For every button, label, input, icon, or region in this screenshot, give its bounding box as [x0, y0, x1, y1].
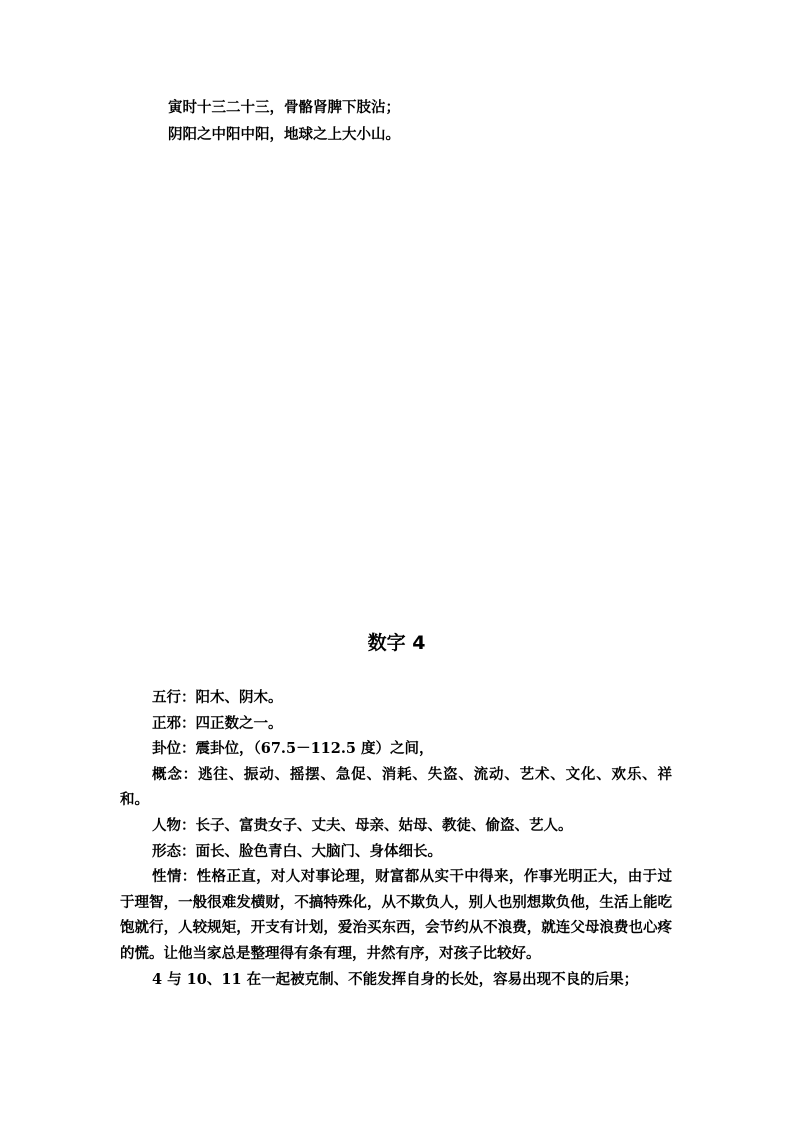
paragraph-combination: 4 与 10、11 在一起被克制、不能发挥自身的长处，容易出现不良的后果； [152, 970, 639, 988]
paragraph-renwu: 人物：长子、富贵女子、丈夫、母亲、姑母、教徒、偷盗、艺人。 [152, 816, 573, 834]
verse-line-2: 阴阳之中阳中阳，地球之上大小山。 [168, 126, 400, 143]
paragraph-xingqing: 性情：性格正直，对人对事论理，财富都从实干中得来，作事光明正大，由于过于理智，一般很难发横财，不搞特殊化，从不欺负人，别人也别想欺负他，生活上能吃饱就行，人较规矩，开支有计划，爱治买东西，会节约从不浪费，就连父母浪费也心疼的慌。让他当家总是整理得有条有理，井然有序，对孩子比较好。 [120, 868, 672, 962]
section-body [120, 685, 672, 992]
section-title: 数字 4 [367, 632, 426, 654]
paragraph-guawei: 卦位：震卦位，（67.5－112.5 度）之间， [152, 740, 434, 758]
paragraph-wuxing: 五行：阳木、阴木。 [152, 689, 283, 706]
paragraph-gainian: 概念：逃往、振动、摇摆、急促、消耗、失盗、流动、艺术、文化、欢乐、祥和。 [120, 765, 672, 809]
verse-line-1: 寅时十三二十三，骨骼肾脾下肢沾； [168, 99, 400, 116]
paragraph-xingtai: 形态：面长、脸色青白、大脑门、身体细长。 [152, 842, 442, 860]
paragraph-zhengxie: 正邪：四正数之一。 [152, 714, 283, 732]
